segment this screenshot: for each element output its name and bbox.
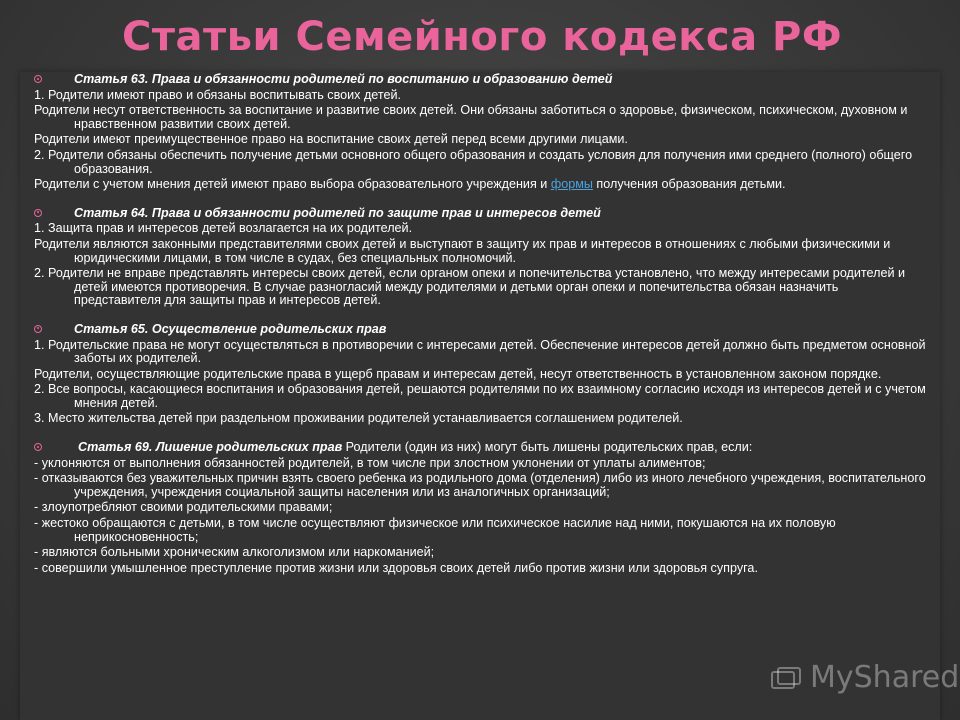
slide-title: Статьи Семейного кодекса РФ [122, 14, 843, 60]
bullet-icon [34, 443, 42, 451]
article-heading-text: Статья 63. Права и обязанности родителей по воспитанию и образованию детей [74, 72, 613, 86]
paragraph: 2. Родители обязаны обеспечить получение детьми основного общего образования и создать условия для получения ими среднего (полного) общего образования. [34, 147, 913, 176]
article-heading-text: Статья 64. Права и обязанности родителей по защите прав и интересов детей [74, 205, 601, 220]
article-63-heading [34, 73, 926, 87]
paragraph: 2. Все вопросы, касающиеся воспитания и образования детей, решаются родителями по их взаимному согласию исходя из интересов детей и с учетом мнения детей. [34, 382, 926, 410]
list-item: - злоупотребляют своими родительскими правами; [34, 500, 333, 515]
list-item: - отказываются без уважительных причин взять своего ребенка из родильного дома (отделения) либо из иного лечебного учреждения, воспитательного учреждения, учреждения социальной защиты населения или из аналогичных организаций; [34, 471, 926, 499]
paragraph: 1. Родители имеют право и обязаны воспитывать своих детей. [34, 87, 402, 102]
article-64-heading [34, 207, 926, 221]
list-item: - жестоко обращаются с детьми, в том числе осуществляют физическое или психическое насилие над ними, покушаются на их половую неприкосновенность; [34, 516, 836, 544]
paragraph-text: Родители с учетом мнения детей имеют право выбора образовательного учреждения и [34, 177, 551, 192]
article-69-heading [34, 441, 926, 455]
paragraph: Родители несут ответственность за воспитание и развитие своих детей. Они обязаны заботиться о здоровье, физическом, психическом, духовном и нравственном развитии своих детей. [34, 103, 908, 131]
watermark [770, 660, 959, 695]
article-heading-text: Статья 69. Лишение родительских прав [78, 440, 343, 455]
bullet-icon [34, 75, 42, 83]
paragraph: Родители, осуществляющие родительские права в ущерб правам и интересам детей, несут ответственность в установленном законом порядке. [34, 366, 882, 381]
slide-content [34, 73, 926, 577]
paragraph: 1. Родительские права не могут осуществляться в противоречии с интересами детей. Обеспечение интересов детей должно быть предметом основной заботы их родителей. [34, 337, 926, 366]
paragraph: 2. Родители не вправе представлять интересы своих детей, если органом опеки и попечительства установлено, что между интересами родителей и детей имеются противоречия. В случае разногласий между родителями и детьми орган опеки и попечительства обязан назначить представителя для защиты прав и интересов детей. [34, 266, 906, 308]
slides-stack-icon [770, 666, 808, 692]
article-heading-rest: Родители (один из них) могут быть лишены родительских прав, если: [342, 440, 753, 455]
watermark-text: MyShared [810, 660, 960, 695]
bullet-icon [34, 325, 42, 333]
paragraph: Родители являются законными представителями своих детей и выступают в защиту их прав и интересов в отношениях с любыми физическими и юридическими лицами, в том числе в судах, без специальных полномочий. [34, 236, 891, 265]
list-item: - совершили умышленное преступление против жизни или здоровья своих детей либо против жизни или здоровья супруга. [34, 560, 758, 575]
article-heading-text: Статья 65. Осуществление родительских прав [74, 321, 387, 336]
list-item: - являются больными хроническим алкоголизмом или наркоманией; [34, 545, 435, 560]
list-item: - уклоняются от выполнения обязанностей родителей, в том числе при злостном уклонении от уплаты алиментов; [34, 455, 706, 470]
article-65-heading [34, 323, 926, 337]
paragraph: 1. Защита прав и интересов детей возлагается на их родителей. [34, 221, 413, 236]
paragraph: 3. Место жительства детей при раздельном проживании родителей устанавливается соглашением родителей. [34, 411, 683, 426]
forms-link[interactable]: формы [550, 177, 593, 192]
paragraph: Родители имеют преимущественное право на воспитание своих детей перед всеми другими лицами. [34, 132, 628, 147]
paragraph [34, 178, 926, 192]
paragraph-text: получения образования детьми. [592, 177, 786, 192]
bullet-icon [34, 209, 42, 217]
